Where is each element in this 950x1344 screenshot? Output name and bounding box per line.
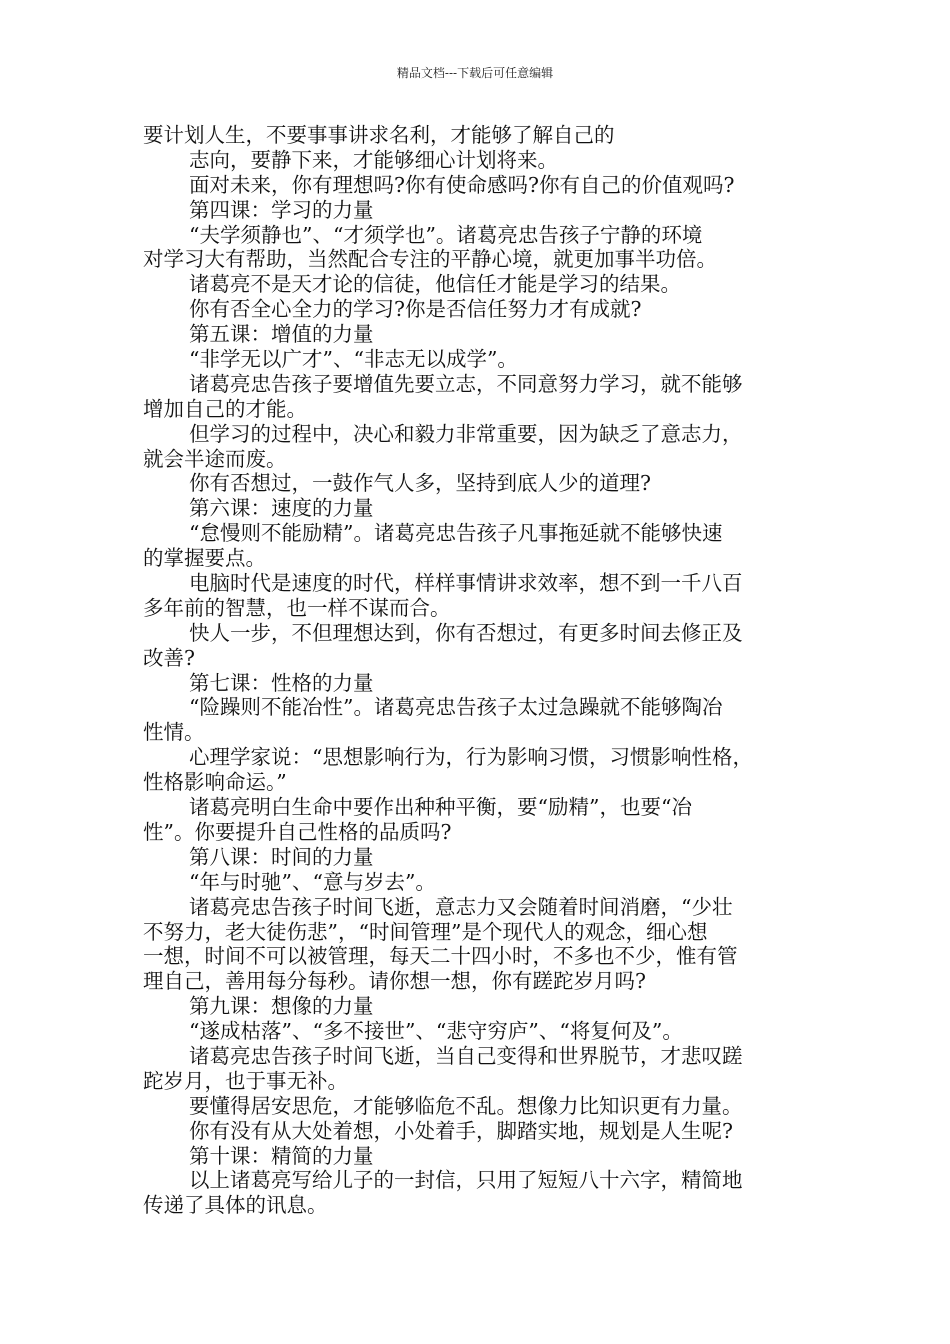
- text-line: 要计划人生，不要事事讲求名利，才能够了解自己的: [143, 123, 615, 147]
- text-line: “遂成枯落”、“多不接世”、“悲守穷庐”、“将复何及”。: [189, 1019, 683, 1044]
- text-line: 性”。你要提升自己性格的品质吗?: [143, 819, 452, 844]
- text-line: “夫学须静也”、“才须学也”。诸葛亮忠告孩子宁静的环境: [189, 222, 703, 247]
- text-line: 一想，时间不可以被管理，每天二十四小时，不多也不少，惟有管: [143, 944, 738, 969]
- text-line: 面对未来，你有理想吗?你有使命感吗?你有自己的价值观吗?: [189, 172, 735, 197]
- text-line: 的掌握要点。: [143, 546, 266, 571]
- text-line: 但学习的过程中，决心和毅力非常重要，因为缺乏了意志力，: [189, 421, 743, 446]
- document-body: [143, 123, 833, 1218]
- text-line: 就会半途而废。: [143, 446, 287, 471]
- text-line: 诸葛亮忠告孩子时间飞逝，意志力又会随着时间消磨，“少壮: [189, 894, 733, 919]
- text-line: 诸葛亮不是天才论的信徒，他信任才能是学习的结果。: [189, 272, 681, 297]
- text-line: 第九课：想像的力量: [189, 994, 374, 1019]
- text-line: 理自己，善用每分每秒。请你想一想，你有蹉跎岁月吗?: [143, 969, 646, 994]
- text-line: 性情。: [143, 720, 205, 745]
- text-line: 你有否想过，一鼓作气人多，坚持到底人少的道理?: [189, 471, 651, 496]
- text-line: 电脑时代是速度的时代，样样事情讲求效率，想不到一千八百: [189, 571, 743, 596]
- text-line: 不努力，老大徒伤悲”，“时间管理”是个现代人的观念，细心想: [143, 919, 708, 944]
- text-line: 你有否全心全力的学习?你是否信任努力才有成就?: [189, 297, 642, 322]
- text-line: 传递了具体的讯息。: [143, 1193, 328, 1218]
- text-line: “年与时驰”、“意与岁去”。: [189, 869, 436, 894]
- text-line: 以上诸葛亮写给儿子的一封信，只用了短短八十六字，精简地: [189, 1168, 743, 1193]
- text-line: 增加自己的才能。: [143, 396, 307, 421]
- text-line: “险躁则不能冶性”。诸葛亮忠告孩子太过急躁就不能够陶冶: [189, 695, 723, 720]
- text-line: 你有没有从大处着想，小处着手，脚踏实地，规划是人生呢?: [189, 1118, 733, 1143]
- text-line: 快人一步，不但理想达到，你有否想过，有更多时间去修正及: [189, 620, 743, 645]
- text-line: 多年前的智慧，也一样不谋而合。: [143, 595, 451, 620]
- text-line: 心理学家说：“思想影响行为，行为影响习惯，习惯影响性格，: [189, 745, 753, 770]
- text-line: 诸葛亮忠告孩子时间飞逝，当自己变得和世界脱节，才悲叹蹉: [189, 1043, 743, 1068]
- text-line: 性格影响命运。”: [143, 770, 287, 795]
- text-line: 第七课：性格的力量: [189, 670, 374, 695]
- text-line: 第十课：精简的力量: [189, 1143, 374, 1168]
- text-line: “非学无以广才”、“非志无以成学”。: [189, 347, 518, 372]
- text-line: 要懂得居安思危，才能够临危不乱。想像力比知识更有力量。: [189, 1093, 743, 1118]
- text-line: 第四课：学习的力量: [189, 197, 374, 222]
- text-line: 第六课：速度的力量: [189, 496, 374, 521]
- text-line: 诸葛亮忠告孩子要增值先要立志，不同意努力学习，就不能够: [189, 371, 743, 396]
- text-line: 跎岁月，也于事无补。: [143, 1068, 348, 1093]
- text-line: 志向，要静下来，才能够细心计划将来。: [189, 147, 558, 172]
- text-line: “怠慢则不能励精”。诸葛亮忠告孩子凡事拖延就不能够快速: [189, 521, 723, 546]
- text-line: 第五课：增值的力量: [189, 322, 374, 347]
- page-header: 精品文档---下载后可任意编辑: [396, 66, 554, 80]
- text-line: 对学习大有帮助，当然配合专注的平静心境，就更加事半功倍。: [143, 247, 717, 272]
- text-line: 诸葛亮明白生命中要作出种种平衡，要“励精”，也要“冶: [189, 795, 692, 820]
- text-line: 第八课：时间的力量: [189, 844, 374, 869]
- text-line: 改善?: [143, 645, 195, 670]
